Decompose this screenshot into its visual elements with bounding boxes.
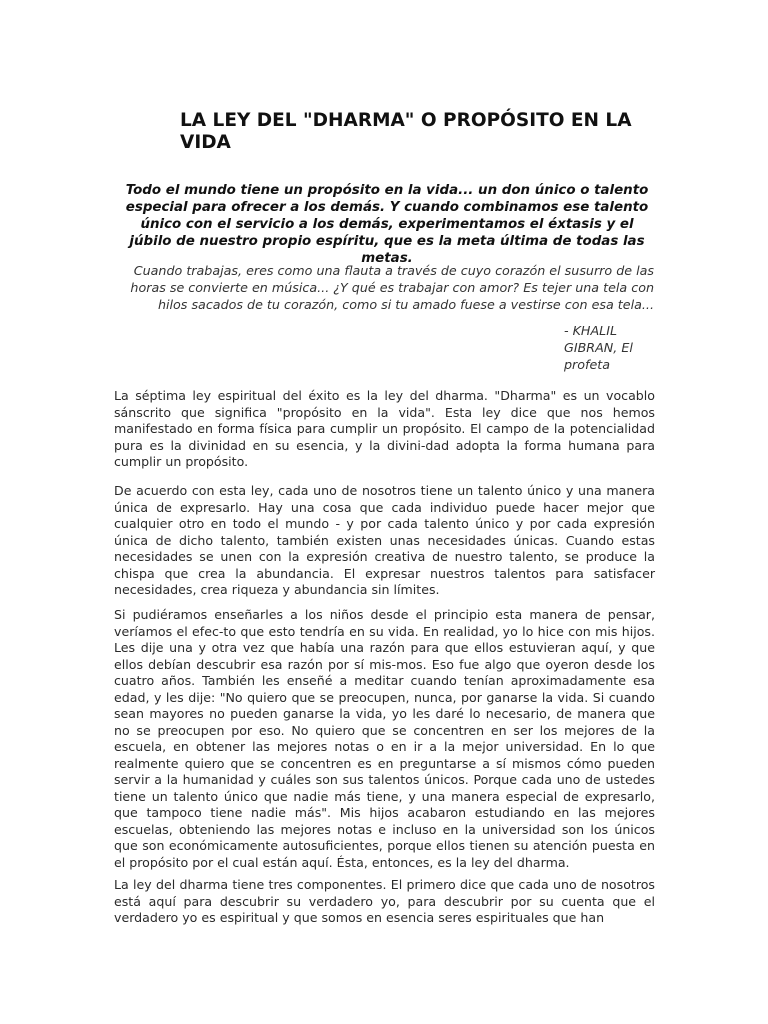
- body-paragraph-1: La séptima ley espiritual del éxito es la ley del dharma. "Dharma" es un vocablo sánscrito que significa "propósito en la vida". Esta ley dice que nos hemos manifestado en forma física para cumplir un propósito. El campo de la potencialidad pura es la divinidad en su esencia, y la divini-dad adopta la forma humana para cumplir un propósito.: [114, 388, 655, 469]
- subtitle-summary: Todo el mundo tiene un propósito en la vida... un don único o talento especial para ofrecer a los demás. Y cuando combinamos ese talento único con el servicio a los demás, experimentamos el éxtasis y el júbilo de nuestro propio espíritu, que es la meta última de todas las metas.: [125, 183, 649, 266]
- quote-attribution: - KHALIL GIBRAN, El profeta: [564, 323, 633, 372]
- epigraph-quote: Cuando trabajas, eres como una flauta a través de cuyo corazón el susurro de las horas se convierte en música... ¿Y qué es trabajar con amor? Es tejer una tela con hilos sacados de tu corazón, como si tu amado fuese a vestirse con esa tela...: [130, 263, 654, 312]
- body-paragraph-3: Si pudiéramos enseñarles a los niños desde el principio esta manera de pensar, veríamos el efec-to que esto tendría en su vida. En realidad, yo lo hice con mis hijos. Les dije una y otra vez que había una razón para que ellos estuvieran aquí, y que ellos debían descubrir esa razón por sí mis-mos. Eso fue algo que oyeron desde los cuatro años. También les enseñé a meditar cuando tenían aproximadamente esa edad, y les dije: "No quiero que se preocupen, nunca, por ganarse la vida. Si cuando sean mayores no pueden ganarse la vida, yo les daré lo necesario, de manera que no se preocupen por eso. No quiero que se concentren en ser los mejores de la escuela, en obtener las mejores notas o en ir a la mejor universidad. En lo que realmente quiero que se concentren es en preguntarse a sí mismos cómo pueden servir a la humanidad y cuáles son sus talentos únicos. Porque cada uno de ustedes tiene un talento único que nadie más tiene, y una manera especial de expresarlo, que tampoco tiene nadie más". Mis hijos acabaron estudiando en las mejores escuelas, obteniendo las mejores notas e incluso en la universidad son los únicos que son económicamente autosuficientes, porque ellos tienen su atención puesta en el propósito por el cual están aquí. Ésta, entonces, es la ley del dharma.: [114, 607, 655, 870]
- page-title: LA LEY DEL "DHARMA" O PROPÓSITO EN LA VIDA: [180, 110, 632, 153]
- body-paragraph-2: De acuerdo con esta ley, cada uno de nosotros tiene un talento único y una manera única de expresarlo. Hay una cosa que cada individuo puede hacer mejor que cualquier otro en todo el mundo - y por cada talento único y por cada expresión única de dicho talento, también existen unas necesidades únicas. Cuando estas necesidades se unen con la expresión creativa de nuestro talento, se produce la chispa que crea la abundancia. El expresar nuestros talentos para satisfacer necesidades, crea riqueza y abundancia sin límites.: [114, 483, 655, 597]
- body-paragraph-4: La ley del dharma tiene tres componentes. El primero dice que cada uno de nosotros está aquí para descubrir su verdadero yo, para descubrir por su cuenta que el verdadero yo es espiritual y que somos en esencia seres espirituales que han: [114, 877, 655, 925]
